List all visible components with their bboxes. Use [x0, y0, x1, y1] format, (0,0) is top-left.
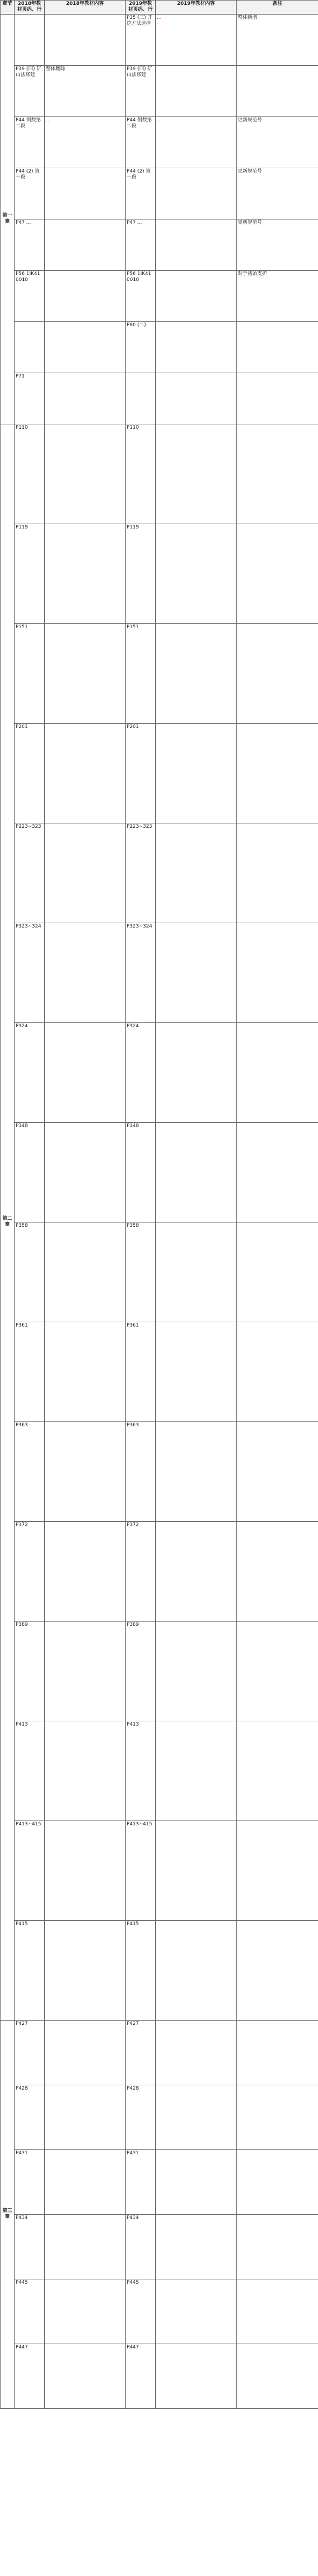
content-2019-cell: [156, 1621, 237, 1721]
page-2018-cell: [15, 623, 45, 723]
page-2019-cell-text: P323~324: [127, 923, 153, 929]
page-2018-cell-text: P434: [16, 2215, 28, 2221]
content-2019-cell: [156, 1122, 237, 1222]
note-cell: [237, 1821, 318, 1920]
content-2019-cell: [156, 219, 237, 270]
page-2019-cell-text: P389: [127, 1622, 139, 1627]
page-2019-cell-text: P363: [127, 1422, 139, 1428]
note-cell: [237, 1721, 318, 1821]
content-2019-cell: [156, 116, 237, 168]
note-cell: [237, 2020, 318, 2085]
page-2018-cell-text: P47 ...: [16, 219, 31, 225]
page-2019-cell: [126, 1621, 156, 1721]
note-cell-text: 更新规范号: [238, 168, 262, 174]
content-2019-cell: [156, 424, 237, 524]
content-2019-cell: [156, 168, 237, 219]
note-cell-text: 对于初始支护: [238, 271, 267, 277]
page-2019-cell-text: P428: [127, 2085, 139, 2091]
page-2019-cell: [126, 1122, 156, 1222]
note-cell: [237, 1421, 318, 1521]
table-row: [1, 1022, 318, 1122]
content-2018-cell: [45, 116, 126, 168]
page-2018-cell: [15, 116, 45, 168]
note-cell: [237, 14, 318, 65]
page-2019-cell-text: P201: [127, 724, 139, 730]
content-2018-cell-highlight: ...: [46, 117, 51, 123]
content-2019-cell: [156, 270, 237, 321]
note-cell-text: 整体新增: [238, 15, 258, 20]
note-cell: [237, 219, 318, 270]
content-2018-cell: [45, 424, 126, 524]
col-content2019: 2019年教材内容: [156, 1, 237, 15]
page-2019-cell-text: P39 (四) 矿山法修建: [127, 66, 153, 78]
content-2018-cell: [45, 1621, 126, 1721]
note-cell: [237, 2149, 318, 2214]
table-row: [1, 1521, 318, 1621]
table-row: [1, 823, 318, 923]
page-2019-cell: [126, 116, 156, 168]
page-2019-cell: [126, 424, 156, 524]
page-2018-cell-text: P431: [16, 2150, 28, 2156]
note-cell: [237, 623, 318, 723]
page-2019-cell: [126, 2020, 156, 2085]
content-2019-cell: [156, 2085, 237, 2149]
note-cell-text: 更新规范号: [238, 117, 262, 123]
table-row: [1, 2214, 318, 2279]
content-2018-cell: [45, 1421, 126, 1521]
col-note: 备注: [237, 1, 318, 15]
content-2018-cell: [45, 270, 126, 321]
page-2018-cell: [15, 14, 45, 65]
col-content2018: 2018年教材内容: [45, 1, 126, 15]
content-2018-cell: [45, 524, 126, 623]
page-2018-cell: [15, 168, 45, 219]
page-2018-cell: [15, 219, 45, 270]
content-2019-cell: [156, 524, 237, 623]
content-2019-cell: [156, 1721, 237, 1821]
table-row: [1, 65, 318, 116]
content-2019-cell: [156, 14, 237, 65]
content-2019-cell: [156, 2149, 237, 2214]
page-2019-cell: [126, 2085, 156, 2149]
page-2018-cell: [15, 1920, 45, 2020]
page-2018-cell-text: P110: [16, 424, 28, 430]
note-cell-text: 更新规范号: [238, 219, 262, 225]
content-2018-cell: [45, 168, 126, 219]
page-2019-cell-text: P431: [127, 2150, 139, 2156]
table-row: [1, 373, 318, 424]
content-2019-cell: [156, 623, 237, 723]
page-2018-cell-text: P323~324: [16, 923, 42, 929]
table-row: [1, 1222, 318, 1322]
content-2018-cell: [45, 723, 126, 823]
page-2018-cell-text: P428: [16, 2085, 28, 2091]
page-2019-cell: [126, 1920, 156, 2020]
note-cell: [237, 373, 318, 424]
page-2019-cell: [126, 219, 156, 270]
content-2019-cell: [156, 1821, 237, 1920]
table-row: [1, 1621, 318, 1721]
page-2018-cell: [15, 373, 45, 424]
page-2019-cell-text: P119: [127, 524, 139, 530]
table-row: [1, 270, 318, 321]
page-2018-cell: [15, 2085, 45, 2149]
page-2019-cell: [126, 823, 156, 923]
note-cell: [237, 524, 318, 623]
note-cell: [237, 723, 318, 823]
content-2019-cell: [156, 1421, 237, 1521]
page-2019-cell-text: P372: [127, 1522, 139, 1528]
page-2019-cell-text: P35 (三) 开挖方法选择: [127, 15, 153, 26]
content-2018-cell: [45, 1222, 126, 1322]
note-cell: [237, 2085, 318, 2149]
page-2019-cell: [126, 623, 156, 723]
table-row: [1, 1421, 318, 1521]
table-row: [1, 524, 318, 623]
content-2018-cell: [45, 823, 126, 923]
page-2019-cell-text: P361: [127, 1322, 139, 1328]
content-2019-cell: [156, 321, 237, 373]
page-2018-cell-text: P427: [16, 2021, 28, 2027]
page-2018-cell-text: P372: [16, 1522, 28, 1528]
note-cell: [237, 1022, 318, 1122]
page-2018-cell: [15, 524, 45, 623]
note-cell: [237, 2279, 318, 2344]
page-2018-cell-text: P361: [16, 1322, 28, 1328]
content-2018-cell: [45, 2344, 126, 2408]
page-2018-cell: [15, 1022, 45, 1122]
table-row: [1, 424, 318, 524]
page-2019-cell: [126, 2279, 156, 2344]
page-2019-cell: [126, 373, 156, 424]
content-2018-cell: [45, 923, 126, 1022]
table-row: [1, 2279, 318, 2344]
page-2018-cell-text: P445: [16, 2279, 28, 2285]
page-2018-cell: [15, 1821, 45, 1920]
page-2018-cell-text: P71: [16, 373, 25, 379]
note-cell: [237, 168, 318, 219]
content-2018-cell: [45, 2085, 126, 2149]
page-2019-cell-text: P348: [127, 1123, 139, 1129]
content-2018-cell: [45, 1022, 126, 1122]
note-cell: [237, 1621, 318, 1721]
content-2019-cell: [156, 1322, 237, 1421]
page-2019-cell-text: P44 倒数第二段: [127, 117, 152, 129]
page-2019-cell-text: P427: [127, 2021, 139, 2027]
page-2018-cell: [15, 424, 45, 524]
page-2019-cell: [126, 923, 156, 1022]
page-2019-cell: [126, 2149, 156, 2214]
page-2018-cell-text: P363: [16, 1422, 28, 1428]
table-row: [1, 168, 318, 219]
note-cell: [237, 1521, 318, 1621]
page-2019-cell: [126, 1022, 156, 1122]
note-cell: [237, 116, 318, 168]
page-2019-cell: [126, 65, 156, 116]
page-2018-cell: [15, 723, 45, 823]
page-2019-cell-text: P413: [127, 1721, 139, 1727]
header-row: [1, 1, 318, 15]
content-2019-cell: [156, 373, 237, 424]
page-2019-cell: [126, 14, 156, 65]
content-2019-cell: [156, 65, 237, 116]
page-2019-cell-text: P56 1IK410010: [127, 271, 151, 283]
content-2019-cell: [156, 2279, 237, 2344]
table-row: [1, 14, 318, 65]
col-page2018: 2018年教材页码、行: [15, 1, 45, 15]
page-2018-cell-text: P415: [16, 1921, 28, 1927]
page-2019-cell: [126, 1421, 156, 1521]
chapter-cell: 第一章: [1, 14, 15, 424]
page-2018-cell-text: P389: [16, 1622, 28, 1627]
page-2018-cell: [15, 1621, 45, 1721]
note-cell: [237, 321, 318, 373]
page-2018-cell: [15, 2020, 45, 2085]
page-2018-cell: [15, 321, 45, 373]
content-2018-cell: [45, 373, 126, 424]
table-row: [1, 1721, 318, 1821]
content-2018-cell: [45, 2279, 126, 2344]
content-2018-cell-text: 整体删除: [46, 66, 66, 72]
col-chapter: 章节: [1, 1, 15, 15]
page-2018-cell-text: P44 倒数第二段: [16, 117, 41, 129]
page-2018-cell-text: P413~415: [16, 1821, 42, 1827]
content-2018-cell: [45, 1721, 126, 1821]
note-cell: [237, 1222, 318, 1322]
page-2018-cell-text: P151: [16, 624, 28, 630]
page-2018-cell-text: P56 1IK410010: [16, 271, 40, 283]
page-2019-cell-text: P60 (二): [127, 322, 146, 328]
table-row: [1, 2020, 318, 2085]
content-2019-cell: [156, 1920, 237, 2020]
page-2019-cell: [126, 321, 156, 373]
content-2019-cell: [156, 923, 237, 1022]
page-2019-cell-text: P445: [127, 2279, 139, 2285]
content-2018-cell: [45, 2214, 126, 2279]
page-2018-cell: [15, 2344, 45, 2408]
page-2019-cell: [126, 1521, 156, 1621]
page-2019-cell: [126, 2344, 156, 2408]
page-2019-cell-text: P324: [127, 1023, 139, 1029]
content-2019-cell: [156, 2214, 237, 2279]
page-2018-cell-text: P39 (四) 矿山法修建: [16, 66, 42, 78]
note-cell: [237, 270, 318, 321]
content-2019-cell: [156, 1521, 237, 1621]
note-cell: [237, 2344, 318, 2408]
note-cell: [237, 923, 318, 1022]
chapter-cell: 第三章: [1, 2020, 15, 2408]
page-2019-cell-text: P223~323: [127, 823, 153, 829]
table-row: [1, 923, 318, 1022]
table-row: [1, 1920, 318, 2020]
page-2019-cell-text: P110: [127, 424, 139, 430]
page-2018-cell-text: P447: [16, 2344, 28, 2350]
page-2019-cell: [126, 1821, 156, 1920]
table-row: [1, 1821, 318, 1920]
table-row: [1, 116, 318, 168]
chapter-cell: 第二章: [1, 424, 15, 2020]
content-2018-cell: [45, 1122, 126, 1222]
page-2019-cell: [126, 270, 156, 321]
page-2018-cell: [15, 1122, 45, 1222]
page-2019-cell: [126, 1721, 156, 1821]
page-2019-cell-text: P434: [127, 2215, 139, 2221]
table-row: [1, 623, 318, 723]
page-2018-cell-text: P201: [16, 724, 28, 730]
content-2019-cell: [156, 1022, 237, 1122]
content-2018-cell: [45, 1821, 126, 1920]
page-2019-cell-text: P415: [127, 1921, 139, 1927]
page-2019-cell-text: P413~415: [127, 1821, 153, 1827]
table-body: [1, 14, 318, 2408]
table-row: [1, 321, 318, 373]
content-2018-cell: [45, 1322, 126, 1421]
col-page2019: 2019年教材页码、行: [126, 1, 156, 15]
page-2018-cell-text: P324: [16, 1023, 28, 1029]
page-2019-cell: [126, 1222, 156, 1322]
note-cell: [237, 1920, 318, 2020]
content-2018-cell: [45, 1920, 126, 2020]
page-2018-cell: [15, 1521, 45, 1621]
page-2019-cell-text: P358: [127, 1222, 139, 1228]
content-2018-cell: [45, 2020, 126, 2085]
content-2018-cell: [45, 1521, 126, 1621]
content-2019-cell: [156, 2344, 237, 2408]
content-2018-cell: [45, 65, 126, 116]
content-2018-cell: [45, 219, 126, 270]
page-2019-cell: [126, 2214, 156, 2279]
note-cell: [237, 65, 318, 116]
page-2018-cell-text: P223~323: [16, 823, 42, 829]
page-2019-cell-text: P44 (2) 第一段: [127, 168, 151, 180]
table-row: [1, 219, 318, 270]
note-cell: [237, 823, 318, 923]
page-2018-cell: [15, 2149, 45, 2214]
page-2018-cell: [15, 923, 45, 1022]
content-2018-cell: [45, 2149, 126, 2214]
table-row: [1, 1122, 318, 1222]
content-2018-cell: [45, 14, 126, 65]
page-2019-cell: [126, 168, 156, 219]
table-row: [1, 2344, 318, 2408]
page-2018-cell: [15, 1222, 45, 1322]
note-cell: [237, 1122, 318, 1222]
table-row: [1, 2149, 318, 2214]
table-row: [1, 723, 318, 823]
page-2019-cell: [126, 524, 156, 623]
content-2018-cell: [45, 321, 126, 373]
page-2019-cell: [126, 723, 156, 823]
page-2018-cell: [15, 2214, 45, 2279]
content-2019-cell: [156, 2020, 237, 2085]
note-cell: [237, 1322, 318, 1421]
table-row: [1, 2085, 318, 2149]
content-2019-cell: [156, 1222, 237, 1322]
page-2019-cell-text: P47 ...: [127, 219, 142, 225]
page-2019-cell: [126, 1322, 156, 1421]
note-cell: [237, 424, 318, 524]
note-cell: [237, 2214, 318, 2279]
page-2019-cell-text: P151: [127, 624, 139, 630]
page-2019-cell-text: P447: [127, 2344, 139, 2350]
page-2018-cell: [15, 1721, 45, 1821]
page-2018-cell: [15, 823, 45, 923]
page-2018-cell-text: P413: [16, 1721, 28, 1727]
page-2018-cell-text: P348: [16, 1123, 28, 1129]
content-2019-cell: [156, 723, 237, 823]
page-2018-cell-text: P119: [16, 524, 28, 530]
page-2018-cell: [15, 1421, 45, 1521]
content-2019-cell-highlight: ...: [157, 117, 162, 123]
page-2018-cell-text: P358: [16, 1222, 28, 1228]
content-2018-cell: [45, 623, 126, 723]
content-2019-cell: [156, 823, 237, 923]
page-2018-cell: [15, 2279, 45, 2344]
page-2018-cell: [15, 65, 45, 116]
page-2018-cell: [15, 270, 45, 321]
page-2018-cell: [15, 1322, 45, 1421]
table-row: [1, 1322, 318, 1421]
page-2018-cell-text: P44 (2) 第一段: [16, 168, 40, 180]
content-2019-cell-highlight: ...: [157, 15, 162, 20]
